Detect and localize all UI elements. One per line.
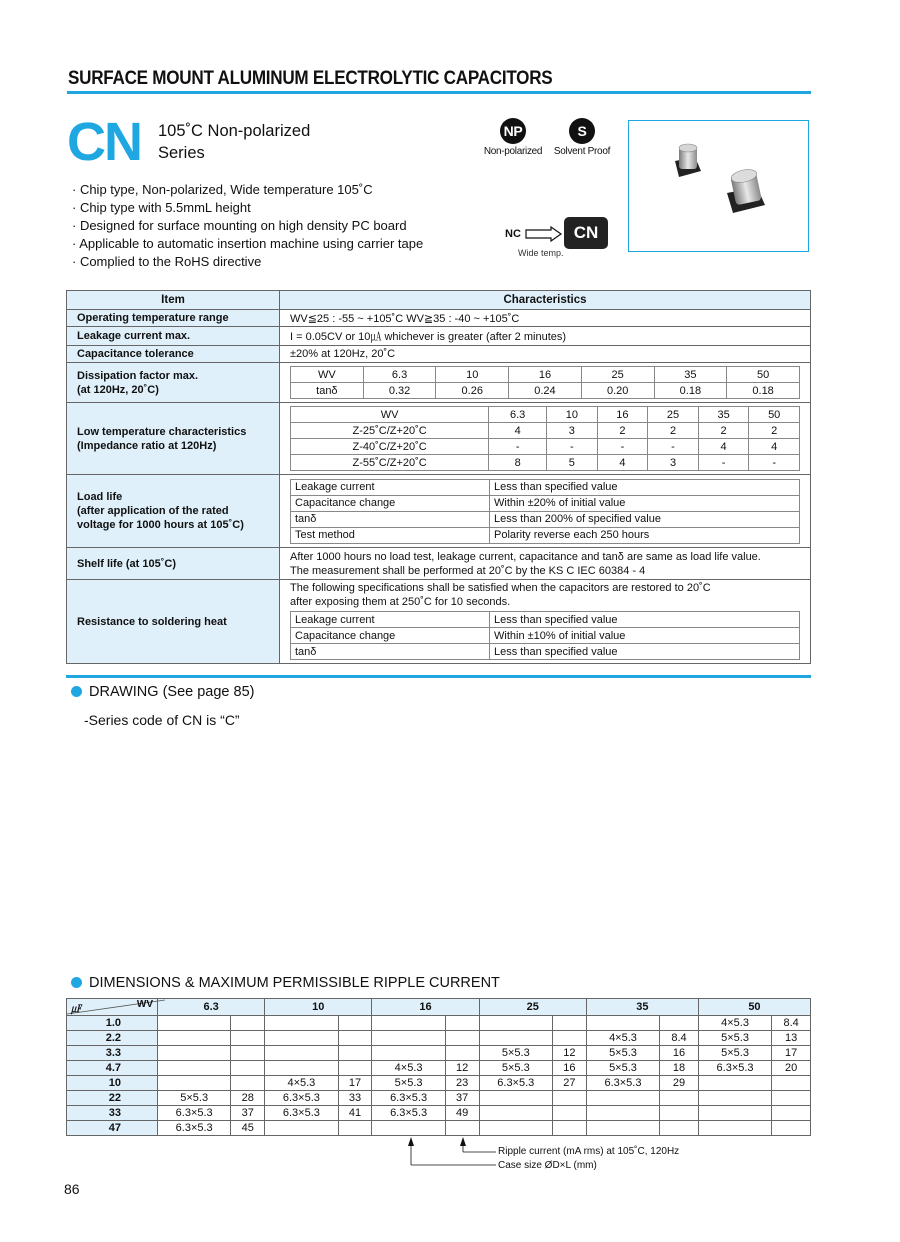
case-size-cell (586, 1091, 659, 1106)
lowtemp-cell-value: Z-40˚C/Z+20˚C (291, 439, 489, 455)
characteristics-header: Characteristics (280, 291, 811, 310)
ripple-current-cell: 49 (445, 1106, 479, 1121)
case-size-cell: 5×5.3 (586, 1061, 659, 1076)
ripple-current-cell: 33 (338, 1091, 372, 1106)
df-header-cell: WV (291, 367, 364, 383)
lowtemp-cell-value: 5 (547, 455, 598, 471)
df-value-cell: 0.18 (654, 383, 727, 399)
ripple-current-cell (660, 1091, 699, 1106)
ripple-current-cell (231, 1016, 265, 1031)
case-size-cell: 4×5.3 (698, 1016, 771, 1031)
feature-item: · Applicable to automatic insertion machine using carrier tape (72, 236, 424, 251)
loadlife-table (290, 479, 800, 544)
table-row (67, 1091, 811, 1106)
ripple-current-cell: 27 (552, 1076, 586, 1091)
drawing-title: DRAWING (89, 684, 159, 700)
case-size-cell: 6.3×5.3 (265, 1106, 338, 1121)
ripple-current-cell (445, 1016, 479, 1031)
leakage-value: I = 0.05CV or 10㎂ whichever is greater (after 2 minutes) (280, 327, 811, 346)
ripple-current-cell: 37 (231, 1106, 265, 1121)
case-size-cell (158, 1061, 231, 1076)
loadlife-value: Less than specified value (490, 479, 800, 495)
shelf-value (280, 548, 811, 580)
case-size-cell (586, 1106, 659, 1121)
case-size-cell (698, 1121, 771, 1136)
solvent-proof-badge (552, 118, 612, 157)
dimensions-section-title (71, 975, 500, 991)
df-header-cell: 35 (654, 367, 727, 383)
capacitance-cell: 4.7 (67, 1061, 158, 1076)
feature-item: · Chip type, Non-polarized, Wide temperature 105˚C (72, 182, 373, 197)
lowtemp-cell-value: 4 (597, 455, 648, 471)
df-value-cell: tanδ (291, 383, 364, 399)
voltage-header: 6.3 (158, 999, 265, 1016)
df-header-cell: 16 (509, 367, 582, 383)
lowtemp-cell-value: - (489, 439, 547, 455)
case-size-cell (372, 1046, 445, 1061)
voltage-header: 35 (586, 999, 698, 1016)
lowtemp-header-cell: 16 (597, 407, 648, 423)
capacitance-cell: 1.0 (67, 1016, 158, 1031)
lowtemp-cell-value: 2 (648, 423, 699, 439)
cap-tol-value: ±20% at 120Hz, 20˚C (280, 346, 811, 363)
drawing-section-title (71, 684, 254, 700)
ripple-current-cell (338, 1016, 372, 1031)
ripple-current-cell (445, 1046, 479, 1061)
loadlife-label: Test method (291, 527, 490, 543)
lowtemp-cell-value: 8 (489, 455, 547, 471)
ripple-current-cell: 23 (445, 1076, 479, 1091)
uf-label: ㎌ (71, 1004, 81, 1015)
arrow-right-icon (525, 226, 563, 242)
df-value-cell: 0.18 (727, 383, 800, 399)
ripple-current-cell: 13 (772, 1031, 811, 1046)
item-header: Item (67, 291, 280, 310)
ripple-current-cell: 41 (338, 1106, 372, 1121)
solder-spec: Within ±10% of initial value (490, 628, 800, 644)
loadlife-item-line3: voltage for 1000 hours at 105˚C) (77, 519, 244, 531)
solder-label: Capacitance change (291, 628, 490, 644)
series-description (158, 120, 310, 164)
ripple-current-cell: 18 (660, 1061, 699, 1076)
ripple-current-cell (552, 1106, 586, 1121)
solder-spec: Less than specified value (490, 644, 800, 660)
capacitor-image (629, 121, 807, 250)
case-size-cell: 6.3×5.3 (586, 1076, 659, 1091)
case-size-cell (698, 1106, 771, 1121)
series-code: CN (67, 112, 141, 172)
loadlife-label: Leakage current (291, 479, 490, 495)
bullet-dot-icon (71, 977, 82, 988)
loadlife-item-line2: (after application of the rated (77, 505, 229, 517)
legend-case: Case size ØD×L (mm) (498, 1160, 597, 1171)
loadlife-value: Less than 200% of specified value (490, 511, 800, 527)
lowtemp-cell-value: 3 (648, 455, 699, 471)
ripple-current-cell (552, 1031, 586, 1046)
ripple-current-cell (772, 1121, 811, 1136)
dimensions-title: DIMENSIONS & MAXIMUM PERMISSIBLE RIPPLE CURRENT (89, 975, 500, 991)
lowtemp-header-cell: 35 (698, 407, 749, 423)
solder-item: Resistance to soldering heat (67, 580, 280, 664)
df-header-cell: 50 (727, 367, 800, 383)
capacitance-cell: 2.2 (67, 1031, 158, 1046)
shelf-line1: After 1000 hours no load test, leakage current, capacitance and tanδ are same as load life value. (290, 550, 761, 563)
ripple-current-cell (338, 1046, 372, 1061)
case-size-cell: 4×5.3 (265, 1076, 338, 1091)
lowtemp-header-cell: WV (291, 407, 489, 423)
lowtemp-cell-value: 2 (597, 423, 648, 439)
lowtemp-item-line2: (Impedance ratio at 120Hz) (77, 439, 217, 452)
feature-item: · Designed for surface mounting on high density PC board (72, 218, 407, 233)
solder-label: tanδ (291, 644, 490, 660)
nc-label: NC (505, 228, 521, 240)
solder-value (280, 580, 811, 664)
case-size-cell (158, 1031, 231, 1046)
ripple-current-cell: 20 (772, 1061, 811, 1076)
title-rule (67, 91, 811, 94)
ripple-current-cell: 8.4 (772, 1016, 811, 1031)
characteristics-table (66, 290, 811, 664)
ripple-current-cell: 28 (231, 1091, 265, 1106)
lowtemp-table (290, 406, 800, 471)
non-polarized-badge (483, 118, 543, 157)
lowtemp-header-cell: 10 (547, 407, 598, 423)
case-size-cell (479, 1016, 552, 1031)
ripple-current-cell (660, 1121, 699, 1136)
lowtemp-header-cell: 6.3 (489, 407, 547, 423)
df-table (290, 366, 800, 399)
case-size-cell (265, 1121, 338, 1136)
ripple-current-cell (660, 1016, 699, 1031)
ripple-current-cell: 37 (445, 1091, 479, 1106)
voltage-header: 10 (265, 999, 372, 1016)
voltage-header: 50 (698, 999, 810, 1016)
case-size-cell: 4×5.3 (372, 1061, 445, 1076)
case-size-cell: 6.3×5.3 (372, 1106, 445, 1121)
ripple-current-cell (552, 1016, 586, 1031)
drawing-see-page: (See page 85) (162, 684, 255, 700)
table-row (67, 1061, 811, 1076)
lowtemp-cell-value: - (547, 439, 598, 455)
ripple-current-cell (231, 1061, 265, 1076)
loadlife-value: Polarity reverse each 250 hours (490, 527, 800, 543)
ripple-current-cell (552, 1121, 586, 1136)
df-item-line1: Dissipation factor max. (77, 369, 199, 382)
df-header-cell: 25 (581, 367, 654, 383)
lowtemp-cell-value: 2 (698, 423, 749, 439)
ripple-current-cell (231, 1046, 265, 1061)
df-value-cell: 0.32 (363, 383, 436, 399)
table-row (67, 1016, 811, 1031)
loadlife-label: tanδ (291, 511, 490, 527)
ripple-current-cell (445, 1031, 479, 1046)
bullet-dot-icon (71, 686, 82, 697)
df-item (67, 363, 280, 403)
df-value-cell: 0.26 (436, 383, 509, 399)
lowtemp-cell-value: - (698, 455, 749, 471)
case-size-cell (265, 1016, 338, 1031)
solder-table (290, 611, 800, 660)
ripple-current-cell: 17 (772, 1046, 811, 1061)
case-size-cell: 5×5.3 (698, 1031, 771, 1046)
ripple-current-cell (231, 1031, 265, 1046)
ripple-current-cell: 17 (338, 1076, 372, 1091)
ripple-current-cell (552, 1091, 586, 1106)
op-temp-value: WV≦25 : -55 ~ +105˚C WV≧35 : -40 ~ +105˚C (280, 310, 811, 327)
case-size-cell (479, 1106, 552, 1121)
df-header-cell: 6.3 (363, 367, 436, 383)
df-cell (280, 363, 811, 403)
capacitance-cell: 10 (67, 1076, 158, 1091)
df-item-line2: (at 120Hz, 20˚C) (77, 383, 159, 396)
ripple-current-cell: 16 (660, 1046, 699, 1061)
lowtemp-cell-value: - (749, 455, 800, 471)
ripple-current-cell: 8.4 (660, 1031, 699, 1046)
case-size-cell: 6.3×5.3 (698, 1061, 771, 1076)
case-size-cell: 5×5.3 (158, 1091, 231, 1106)
case-size-cell (479, 1031, 552, 1046)
shelf-item: Shelf life (at 105˚C) (67, 548, 280, 580)
wide-temp-label: Wide temp. (518, 248, 564, 258)
wv-label: WV (136, 999, 153, 1010)
case-size-cell (698, 1076, 771, 1091)
case-size-cell (586, 1121, 659, 1136)
df-value-cell: 0.24 (509, 383, 582, 399)
series-desc-line2: Series (158, 144, 205, 162)
drawing-note: -Series code of CN is “C” (84, 712, 240, 728)
drawing-section-rule (66, 675, 811, 678)
capacitance-cell: 33 (67, 1106, 158, 1121)
shelf-line2: The measurement shall be performed at 20˚C by the KS C IEC 60384 - 4 (290, 564, 646, 577)
lowtemp-cell-value: 4 (749, 439, 800, 455)
df-header-cell: 10 (436, 367, 509, 383)
page-title: SURFACE MOUNT ALUMINUM ELECTROLYTIC CAPACITORS (68, 68, 553, 89)
arrow-up-icon (408, 1137, 414, 1146)
loadlife-label: Capacitance change (291, 495, 490, 511)
s-label: Solvent Proof (553, 146, 611, 157)
case-size-cell: 5×5.3 (479, 1046, 552, 1061)
ripple-current-cell: 12 (552, 1046, 586, 1061)
lowtemp-cell-value: - (597, 439, 648, 455)
lowtemp-item-line1: Low temperature characteristics (77, 425, 247, 438)
lowtemp-header-cell: 50 (749, 407, 800, 423)
ripple-current-cell (772, 1076, 811, 1091)
np-label: Non-polarized (483, 146, 543, 157)
table-row (67, 1046, 811, 1061)
ripple-current-cell (338, 1061, 372, 1076)
case-size-cell (158, 1016, 231, 1031)
legend-arrows (400, 1134, 500, 1174)
lowtemp-cell-value: 4 (489, 423, 547, 439)
case-size-cell: 5×5.3 (698, 1046, 771, 1061)
solder-line1: The following specifications shall be satisfied when the capacitors are restored to 20˚C (290, 582, 711, 594)
case-size-cell (158, 1046, 231, 1061)
case-size-cell (265, 1031, 338, 1046)
case-size-cell (698, 1091, 771, 1106)
case-size-cell: 6.3×5.3 (372, 1091, 445, 1106)
cap-tol-item: Capacitance tolerance (67, 346, 280, 363)
lowtemp-cell-value: - (648, 439, 699, 455)
loadlife-item-line1: Load life (77, 491, 123, 503)
series-desc-line1: 105˚C Non-polarized (158, 122, 311, 140)
case-size-cell: 5×5.3 (372, 1076, 445, 1091)
case-size-cell (265, 1046, 338, 1061)
loadlife-cell (280, 475, 811, 548)
case-size-cell: 6.3×5.3 (158, 1106, 231, 1121)
table-row (67, 1076, 811, 1091)
lowtemp-cell-value: Z-55˚C/Z+20˚C (291, 455, 489, 471)
case-size-cell: 6.3×5.3 (479, 1076, 552, 1091)
case-size-cell (265, 1061, 338, 1076)
ripple-current-cell: 12 (445, 1061, 479, 1076)
uf-wv-corner-cell (67, 999, 158, 1016)
ripple-current-cell (772, 1091, 811, 1106)
capacitance-cell: 22 (67, 1091, 158, 1106)
table-row (67, 1106, 811, 1121)
lowtemp-cell-value: 3 (547, 423, 598, 439)
solder-line2: after exposing them at 250˚C for 10 seconds. (290, 596, 511, 608)
voltage-header: 16 (372, 999, 479, 1016)
lowtemp-cell-value: Z-25˚C/Z+20˚C (291, 423, 489, 439)
case-size-cell (479, 1091, 552, 1106)
case-size-cell: 5×5.3 (479, 1061, 552, 1076)
ripple-current-cell: 45 (231, 1121, 265, 1136)
product-photo (628, 120, 809, 252)
case-size-cell (372, 1031, 445, 1046)
case-size-cell: 6.3×5.3 (265, 1091, 338, 1106)
cn-series-box: CN (564, 217, 608, 249)
ripple-current-cell (338, 1031, 372, 1046)
leakage-item: Leakage current max. (67, 327, 280, 346)
case-size-cell: 4×5.3 (586, 1031, 659, 1046)
feature-list (72, 181, 423, 271)
ripple-current-cell: 16 (552, 1061, 586, 1076)
s-icon: S (569, 118, 595, 144)
capacitance-cell: 47 (67, 1121, 158, 1136)
ripple-current-cell: 29 (660, 1076, 699, 1091)
table-row (67, 1031, 811, 1046)
lowtemp-cell-value: 4 (698, 439, 749, 455)
lowtemp-item (67, 403, 280, 475)
loadlife-value: Within ±20% of initial value (490, 495, 800, 511)
voltage-header: 25 (479, 999, 586, 1016)
case-size-cell (158, 1076, 231, 1091)
case-size-cell: 5×5.3 (586, 1046, 659, 1061)
df-value-cell: 0.20 (581, 383, 654, 399)
lowtemp-header-cell: 25 (648, 407, 699, 423)
lowtemp-cell-value: 2 (749, 423, 800, 439)
np-icon: NP (500, 118, 526, 144)
legend-ripple: Ripple current (mA rms) at 105˚C, 120Hz (498, 1146, 680, 1157)
page-number: 86 (64, 1181, 80, 1197)
arrow-up-icon (460, 1137, 466, 1146)
loadlife-item (67, 475, 280, 548)
capacitance-cell: 3.3 (67, 1046, 158, 1061)
ripple-current-cell (231, 1076, 265, 1091)
ripple-current-cell (660, 1106, 699, 1121)
feature-item: · Chip type with 5.5mmL height (72, 200, 251, 215)
feature-item: · Complied to the RoHS directive (72, 254, 262, 269)
ripple-current-cell (772, 1106, 811, 1121)
case-size-cell (372, 1016, 445, 1031)
ripple-current-cell (338, 1121, 372, 1136)
case-size-cell (586, 1016, 659, 1031)
dimensions-table (66, 998, 811, 1136)
lowtemp-cell (280, 403, 811, 475)
case-size-cell: 6.3×5.3 (158, 1121, 231, 1136)
solder-label: Leakage current (291, 612, 490, 628)
solder-spec: Less than specified value (490, 612, 800, 628)
op-temp-item: Operating temperature range (67, 310, 280, 327)
